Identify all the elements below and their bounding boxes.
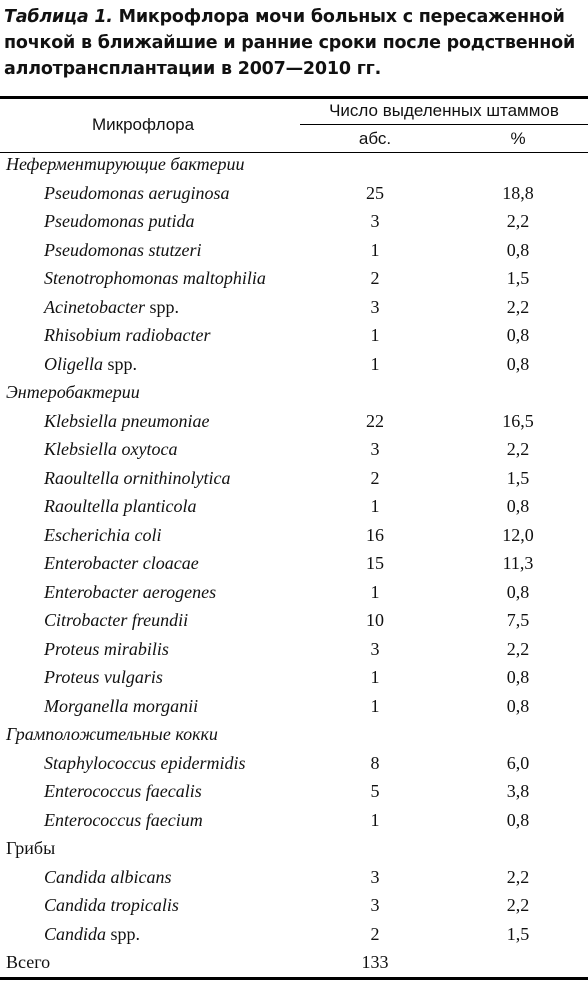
group-row xyxy=(0,382,588,410)
table-caption xyxy=(4,4,584,82)
organism-name xyxy=(44,297,179,318)
pct-cell: 7,5 xyxy=(506,610,530,630)
pct-cell: 0,8 xyxy=(506,695,530,716)
pct-cell: 1,5 xyxy=(506,467,530,488)
abs-cell: 3 xyxy=(370,211,380,231)
table-row xyxy=(0,268,588,296)
organism-genus-species: Citrobacter freundii xyxy=(44,610,189,630)
organism-genus-species: Enterococcus faecium xyxy=(44,809,203,830)
pct-cell: 1,5 xyxy=(506,268,530,288)
top-rule xyxy=(0,96,588,99)
abs-cell: 22 xyxy=(366,410,384,431)
table-row xyxy=(0,895,588,923)
table-row xyxy=(0,753,588,781)
table-row xyxy=(0,240,588,268)
pct-cell: 0,8 xyxy=(506,809,530,830)
organism-suffix: spp. xyxy=(144,296,179,317)
organism-genus-species: Enterobacter aerogenes xyxy=(44,581,217,602)
group-row xyxy=(0,724,588,752)
group-label: Энтеробактерии xyxy=(6,382,140,402)
organism-genus-species: Klebsiella pneumoniae xyxy=(44,410,210,431)
organism-genus-species: Escherichia coli xyxy=(44,524,162,545)
abs-cell: 25 xyxy=(366,182,384,203)
abs-cell: 10 xyxy=(366,610,384,630)
organism-suffix: spp. xyxy=(103,353,138,374)
organism-genus-species: Rhisobium radiobacter xyxy=(44,325,211,345)
organism-name xyxy=(44,525,161,546)
organism-name xyxy=(44,496,196,517)
pct-cell: 2,2 xyxy=(506,211,530,231)
table-label: Таблица 1. xyxy=(4,7,113,27)
pct-cell: 0,8 xyxy=(506,581,530,602)
organism-name xyxy=(44,183,230,204)
organism-genus-species: Oligella xyxy=(44,353,103,374)
organism-genus-species: Pseudomonas aeruginosa xyxy=(44,182,230,203)
abs-cell: 1 xyxy=(370,695,380,716)
abs-cell: 3 xyxy=(370,296,380,317)
organism-genus-species: Enterococcus faecalis xyxy=(44,781,202,801)
abs-cell: 3 xyxy=(370,638,380,659)
table-row xyxy=(0,468,588,496)
organism-name xyxy=(44,639,169,660)
pct-cell: 1,5 xyxy=(506,923,530,944)
header-microflora: Микрофлора xyxy=(92,115,195,134)
abs-cell: 16 xyxy=(366,524,384,545)
organism-name xyxy=(44,325,211,346)
group-label: Неферментирующие бактерии xyxy=(6,154,245,174)
abs-cell: 1 xyxy=(370,809,380,830)
organism-genus-species: Raoultella planticola xyxy=(44,496,197,516)
abs-cell: 1 xyxy=(370,325,380,345)
organism-genus-species: Proteus mirabilis xyxy=(44,638,169,659)
table-row xyxy=(0,553,588,581)
organism-name xyxy=(44,667,163,688)
organism-genus-species: Candida xyxy=(44,923,107,944)
abs-cell: 1 xyxy=(370,353,380,374)
header-strains: Число выделенных штаммов xyxy=(329,101,559,120)
abs-cell: 15 xyxy=(366,553,384,573)
organism-name xyxy=(44,582,216,603)
organism-genus-species: Acinetobacter xyxy=(44,296,145,317)
total-label: Всего xyxy=(6,952,51,972)
table-title: Микрофлора мочи больных с пересаженной почкой в ближайшие и ранние сроки после родственной аллотрансплантации в 2007—2010 гг. xyxy=(4,7,576,79)
organism-name xyxy=(44,895,179,916)
organism-name xyxy=(44,810,203,831)
organism-name xyxy=(44,696,198,717)
organism-genus-species: Enterobacter cloacae xyxy=(44,553,199,573)
table-row xyxy=(0,525,588,553)
table-row xyxy=(0,867,588,895)
group-row xyxy=(0,838,588,866)
pct-cell: 2,2 xyxy=(506,895,530,915)
organism-name xyxy=(44,753,245,774)
abs-cell: 1 xyxy=(370,667,380,687)
table-row xyxy=(0,639,588,667)
organism-genus-species: Candida tropicalis xyxy=(44,895,179,915)
table-row xyxy=(0,439,588,467)
group-label: Грамположительные кокки xyxy=(6,724,218,744)
header-abs: абс. xyxy=(358,129,392,148)
organism-name xyxy=(44,240,202,261)
abs-cell: 3 xyxy=(370,866,380,887)
organism-name xyxy=(44,268,266,289)
organism-name xyxy=(44,553,199,574)
table-row xyxy=(0,610,588,638)
organism-name xyxy=(44,354,137,375)
header-rule xyxy=(0,152,588,153)
abs-cell: 8 xyxy=(370,752,380,773)
organism-genus-species: Klebsiella oxytoca xyxy=(44,439,178,459)
organism-name xyxy=(44,867,172,888)
pct-cell: 6,0 xyxy=(506,752,530,773)
abs-cell: 1 xyxy=(370,239,380,260)
pct-cell: 2,2 xyxy=(506,866,530,887)
pct-cell: 0,8 xyxy=(506,353,530,374)
table-row xyxy=(0,667,588,695)
header-sub-rule xyxy=(300,124,588,125)
organism-genus-species: Morganella morganii xyxy=(44,695,199,716)
pct-cell: 18,8 xyxy=(502,182,534,203)
organism-genus-species: Candida albicans xyxy=(44,866,172,887)
pct-cell: 0,8 xyxy=(506,325,530,345)
organism-name xyxy=(44,924,140,945)
abs-cell: 2 xyxy=(370,268,380,288)
table-row xyxy=(0,924,588,952)
organism-suffix: spp. xyxy=(106,923,141,944)
bottom-rule xyxy=(0,977,588,980)
table-row xyxy=(0,696,588,724)
table-row xyxy=(0,297,588,325)
abs-cell: 2 xyxy=(370,467,380,488)
header-pct: % xyxy=(510,129,526,148)
organism-name xyxy=(44,439,177,460)
organism-name xyxy=(44,468,230,489)
abs-cell: 3 xyxy=(370,439,380,459)
table-row xyxy=(0,810,588,838)
pct-cell: 0,8 xyxy=(506,239,530,260)
pct-cell: 2,2 xyxy=(506,638,530,659)
abs-cell: 1 xyxy=(370,581,380,602)
group-label: Грибы xyxy=(6,838,56,858)
organism-genus-species: Proteus vulgaris xyxy=(44,667,163,687)
organism-genus-species: Raoultella ornithinolytica xyxy=(44,467,231,488)
pct-cell: 16,5 xyxy=(502,410,534,431)
pct-cell: 2,2 xyxy=(506,439,530,459)
organism-name xyxy=(44,211,195,232)
abs-cell: 5 xyxy=(370,781,380,801)
abs-cell: 2 xyxy=(370,923,380,944)
total-row xyxy=(0,952,588,980)
table-row xyxy=(0,211,588,239)
abs-cell: 3 xyxy=(370,895,380,915)
organism-name xyxy=(44,610,188,631)
abs-cell: 1 xyxy=(370,496,380,516)
organism-name xyxy=(44,411,209,432)
organism-genus-species: Staphylococcus epidermidis xyxy=(44,752,246,773)
organism-genus-species: Stenotrophomonas maltophilia xyxy=(44,268,266,288)
organism-name xyxy=(44,781,202,802)
group-row xyxy=(0,154,588,182)
pct-cell: 2,2 xyxy=(506,296,530,317)
organism-genus-species: Pseudomonas stutzeri xyxy=(44,239,202,260)
pct-cell: 11,3 xyxy=(502,553,534,573)
organism-genus-species: Pseudomonas putida xyxy=(44,211,195,231)
table-row xyxy=(0,354,588,382)
table-row xyxy=(0,781,588,809)
table-row xyxy=(0,582,588,610)
pct-cell: 0,8 xyxy=(506,667,530,687)
abs-cell: 133 xyxy=(361,952,389,972)
table-row xyxy=(0,325,588,353)
pct-cell: 3,8 xyxy=(506,781,530,801)
table-row xyxy=(0,496,588,524)
table-row xyxy=(0,411,588,439)
table-row xyxy=(0,183,588,211)
pct-cell: 12,0 xyxy=(502,524,534,545)
pct-cell: 0,8 xyxy=(506,496,530,516)
